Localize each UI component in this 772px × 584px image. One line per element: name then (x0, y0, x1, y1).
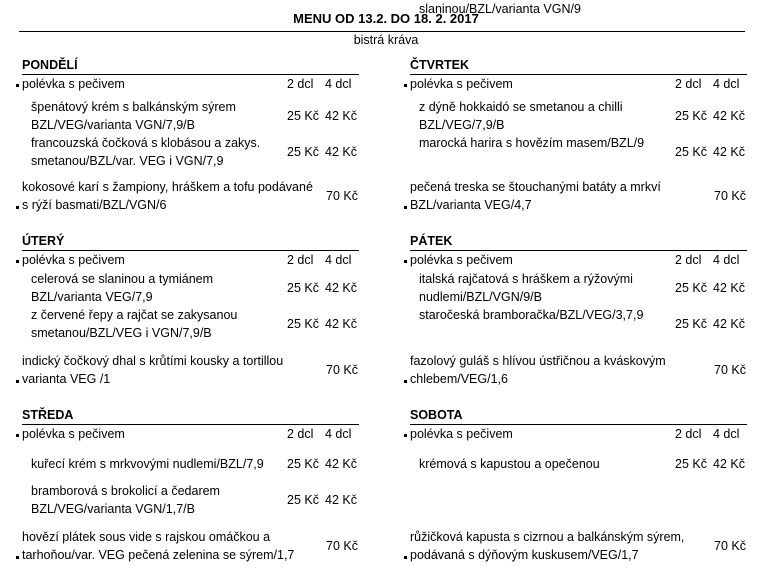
price-small: 25 Kč (675, 145, 707, 159)
size-large-label: 4 dcl (325, 77, 352, 91)
size-small-label: 2 dcl (287, 253, 314, 267)
main-dish-name: s rýží basmati/BZL/VGN/6 (22, 198, 167, 212)
soup-line (410, 0, 765, 18)
menu-title: MENU OD 13.2. DO 18. 2. 2017 (293, 11, 479, 26)
day-heading: SOBOTA (410, 408, 747, 425)
main-dish-name: pečená treska se štouchanými batáty a mrkví (410, 180, 661, 194)
size-small-label: 2 dcl (287, 77, 314, 91)
size-small-label: 2 dcl (675, 253, 702, 267)
soup-header-row (22, 425, 377, 443)
size-small-label: 2 dcl (675, 77, 702, 91)
soup-price-row (410, 107, 765, 125)
main-dish-name: fazolový guláš s hlívou ústřičnou a kváskovým (410, 354, 666, 368)
top-rule (19, 31, 745, 32)
soup-label: polévka s pečivem (22, 253, 125, 267)
size-large-label: 4 dcl (713, 427, 740, 441)
soup-name: BZL/VEG/varianta VGN/1,7/B (31, 502, 195, 516)
price-large: 42 Kč (713, 145, 745, 159)
size-large-label: 4 dcl (325, 427, 352, 441)
soup-name: z červené řepy a rajčat se zakysanou (31, 308, 238, 322)
day-heading: STŘEDA (22, 408, 359, 425)
main-dish-price: 70 Kč (714, 539, 746, 553)
main-dish-price: 70 Kč (326, 363, 358, 377)
soup-label: polévka s pečivem (410, 77, 513, 91)
bullet-icon (404, 434, 407, 437)
bullet-icon (16, 434, 19, 437)
soup-name: marocká harira s hovězím masem/BZL/9 (419, 136, 645, 150)
soup-name: BZL/varianta VEG/7,9 (31, 290, 153, 304)
price-large: 42 Kč (325, 457, 357, 471)
main-dish-name: hovězí plátek sous vide s rajskou omáčkou a (22, 530, 271, 544)
soup-price-row (410, 279, 765, 297)
main-dish-price: 70 Kč (326, 539, 358, 553)
bullet-icon (16, 380, 19, 383)
soup-price-row (22, 107, 377, 125)
soup-name: BZL/VEG/7,9/B (419, 118, 505, 132)
soup-name: smetanou/BZL/var. VEG i VGN/7,9 (31, 154, 224, 168)
bullet-icon (16, 556, 19, 559)
bullet-icon (404, 84, 407, 87)
price-small: 25 Kč (287, 145, 319, 159)
price-small: 25 Kč (675, 281, 707, 295)
soup-name: italská rajčatová s hráškem a rýžovými (419, 272, 633, 286)
soup-name: z dýně hokkaidó se smetanou a chilli (419, 100, 623, 114)
soup-name: krémová s kapustou a opečenou (419, 457, 600, 471)
price-large: 42 Kč (713, 109, 745, 123)
soup-name: BZL/VEG/varianta VGN/7,9/B (31, 118, 195, 132)
soup-header-row (410, 75, 765, 93)
bullet-icon (404, 206, 407, 209)
main-price-row (22, 361, 377, 379)
price-small: 25 Kč (287, 317, 319, 331)
soup-price-row (22, 143, 377, 161)
main-price-row (410, 361, 765, 379)
main-dish-name: varianta VEG /1 (22, 372, 111, 386)
soup-price-row (410, 143, 765, 161)
soup-header-row (410, 251, 765, 269)
size-large-label: 4 dcl (713, 253, 740, 267)
soup-header-row (410, 425, 765, 443)
main-dish-name: chlebem/VEG/1,6 (410, 372, 508, 386)
soup-name: francouzská čočková s klobásou a zakys. (31, 136, 261, 150)
bullet-icon (16, 206, 19, 209)
soup-price-row (22, 491, 377, 509)
price-small: 25 Kč (287, 109, 319, 123)
price-large: 42 Kč (325, 145, 357, 159)
bullet-icon (404, 260, 407, 263)
bullet-icon (404, 380, 407, 383)
price-large: 42 Kč (325, 493, 357, 507)
main-price-row (22, 537, 377, 555)
soup-price-row (22, 315, 377, 333)
soup-name: celerová se slaninou a tymiánem (31, 272, 214, 286)
price-small: 25 Kč (675, 317, 707, 331)
main-dish-price: 70 Kč (326, 189, 358, 203)
size-large-label: 4 dcl (713, 77, 740, 91)
soup-label: polévka s pečivem (410, 253, 513, 267)
price-small: 25 Kč (287, 493, 319, 507)
soup-name: slaninou/BZL/varianta VGN/9 (419, 2, 581, 16)
soup-label: polévka s pečivem (22, 427, 125, 441)
size-small-label: 2 dcl (675, 427, 702, 441)
bullet-icon (16, 260, 19, 263)
price-large: 42 Kč (325, 281, 357, 295)
main-dish-price: 70 Kč (714, 363, 746, 377)
price-small: 25 Kč (675, 109, 707, 123)
day-heading: ČTVRTEK (410, 58, 747, 75)
soup-name: bramborová s brokolicí a čedarem (31, 484, 220, 498)
soup-label: polévka s pečivem (22, 77, 125, 91)
soup-price-row (22, 455, 377, 473)
price-large: 42 Kč (713, 457, 745, 471)
soup-name: nudlemi/BZL/VGN/9/B (419, 290, 542, 304)
price-large: 42 Kč (713, 281, 745, 295)
bullet-icon (404, 556, 407, 559)
soup-price-row (410, 315, 765, 333)
price-small: 25 Kč (287, 457, 319, 471)
price-large: 42 Kč (325, 109, 357, 123)
soup-name: špenátový krém s balkánským sýrem (31, 100, 236, 114)
soup-header-row (22, 251, 377, 269)
main-dish-price: 70 Kč (714, 189, 746, 203)
soup-name: staročeská bramboračka/BZL/VEG/3,7,9 (419, 308, 644, 322)
soup-header-row (22, 75, 377, 93)
main-dish-name: kokosové karí s žampiony, hráškem a tofu podávané (22, 180, 313, 194)
soup-price-row (22, 279, 377, 297)
main-price-row (410, 187, 765, 205)
day-heading: PONDĚLÍ (22, 58, 359, 75)
soup-name: kuřecí krém s mrkvovými nudlemi/BZL/7,9 (31, 457, 264, 471)
main-dish-name: BZL/varianta VEG/4,7 (410, 198, 532, 212)
main-dish-name: růžičková kapusta s cizrnou a balkánským sýrem, (410, 530, 685, 544)
menu-subtitle: bistrá kráva (353, 33, 419, 47)
price-small: 25 Kč (287, 281, 319, 295)
size-small-label: 2 dcl (287, 427, 314, 441)
main-price-row (22, 187, 377, 205)
main-dish-name: indický čočkový dhal s krůtími kousky a tortillou (22, 354, 284, 368)
price-small: 25 Kč (675, 457, 707, 471)
soup-name: smetanou/BZL/VEG i VGN/7,9/B (31, 326, 212, 340)
main-dish-name: tarhoňou/var. VEG pečená zelenina se sýrem/1,7 (22, 548, 295, 562)
price-large: 42 Kč (713, 317, 745, 331)
bullet-icon (16, 84, 19, 87)
soup-price-row (410, 455, 765, 473)
main-dish-name: podávaná s dýňovým kuskusem/VEG/1,7 (410, 548, 639, 562)
day-heading: PÁTEK (410, 234, 747, 251)
soup-label: polévka s pečivem (410, 427, 513, 441)
price-large: 42 Kč (325, 317, 357, 331)
day-heading: ÚTERÝ (22, 234, 359, 251)
main-price-row (410, 537, 765, 555)
size-large-label: 4 dcl (325, 253, 352, 267)
